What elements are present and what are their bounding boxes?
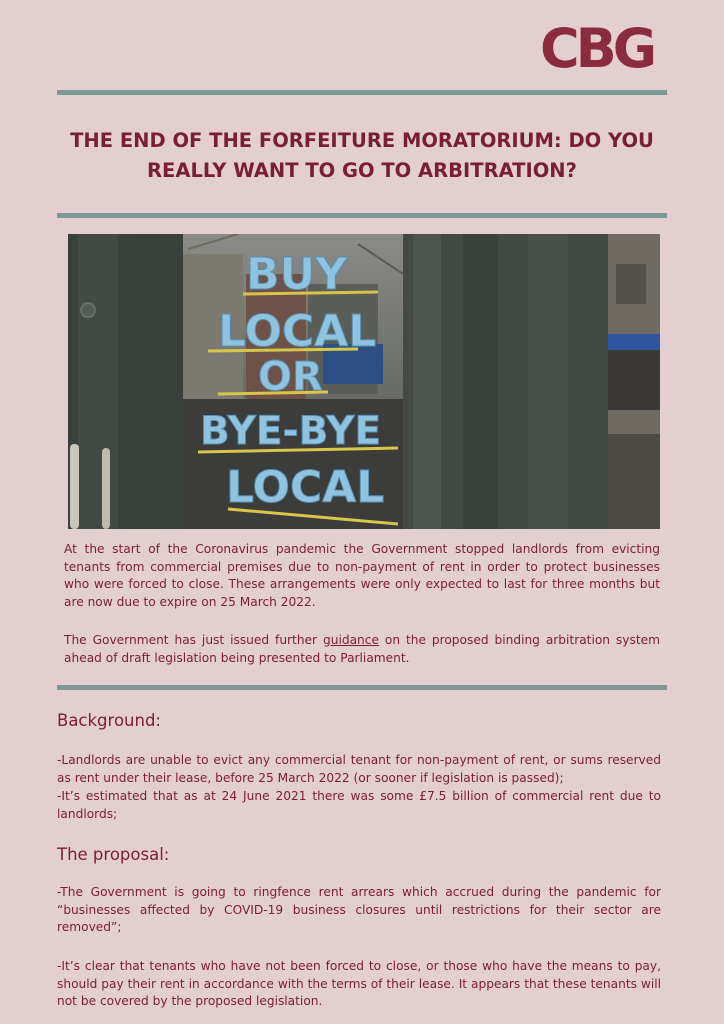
guidance-link[interactable]: guidance [322,633,379,647]
divider-after-title [57,213,667,218]
background-item-2: -It’s estimated that as at 24 June 2021 there was some £7.5 billion of commercial rent due to landlords; [57,789,661,821]
divider-before-background [57,685,667,690]
sign-line-2: LOCAL [218,306,377,357]
shop-window-photo [68,234,660,529]
intro-paragraph-1: At the start of the Coronavirus pandemic the Government stopped landlords from evicting tenants from commercial premises due to non-payment of rent in order to protect businesses who were forced to close. These arrangements were only expected to last for three months but are now due to expire on 25 March 2022. [64,542,660,609]
divider-top [57,90,667,95]
background-item-1: -Landlords are unable to evict any commercial tenant for non-payment of rent, or sums reserved as rent under their lease, before 25 March 2022 (or sooner if legislation is passed); [57,753,661,785]
sign-line-5: LOCAL [226,462,385,513]
intro-paragraph-2 [64,632,660,667]
sign-line-1: BUY [246,249,348,300]
proposal-item-1: -The Government is going to ringfence rent arrears which accrued during the pandemic for “businesses affected by COVID-19 business closures until restrictions for their sector are removed”; [57,885,661,934]
proposal-item-2: -It’s clear that tenants who have not been forced to close, or those who have the means to pay, should pay their rent in accordance with the terms of their lease. It appears that these tenants will not be covered by the proposed legislation. [57,959,661,1008]
sign-line-3: OR [258,354,323,400]
shop-window-photo-graphic [68,234,660,529]
proposal-heading: The proposal: [57,845,170,864]
page-title: THE END OF THE FORFEITURE MORATORIUM: DO YOU REALLY WANT TO GO TO ARBITRATION? [70,129,654,182]
intro-paragraph-2-text-start: The Government has just issued further [64,633,323,647]
sign-line-4: BYE-BYE [200,409,382,454]
background-heading: Background: [57,711,161,730]
cbg-logo: CBG [540,17,654,80]
intro-paragraph-2-text-end: on the proposed binding arbitration system ahead of draft legislation being presented to Parliament. [64,633,660,665]
